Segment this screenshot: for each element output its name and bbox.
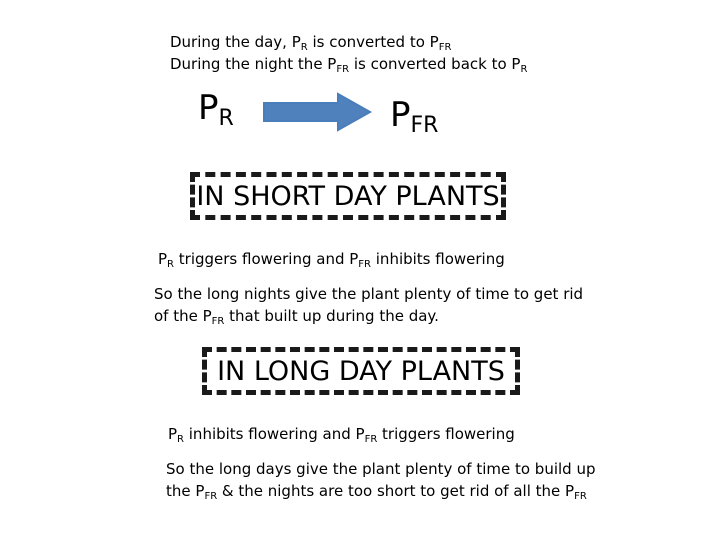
long-day-heading: IN LONG DAY PLANTS (217, 355, 505, 387)
intro-line-day (170, 33, 451, 51)
short-day-explain-1: So the long nights give the plant plenty of time to get rid (154, 285, 584, 303)
intro-day-sub-r: R (300, 42, 308, 53)
ld-effect-text-2: triggers flowering (377, 425, 515, 443)
sd-explain-text: of the P (154, 307, 212, 325)
sd-explain-text-2: that built up during the day. (224, 307, 439, 325)
ld-effect-sub-fr: FR (364, 434, 378, 445)
pr-base: P (198, 88, 219, 128)
pr-sub: R (218, 106, 234, 131)
sd-effect-sub-r: R (167, 259, 174, 270)
ld-effect-text: inhibits flowering and P (184, 425, 365, 443)
sd-explain-sub-fr: FR (211, 316, 225, 327)
sd-effect-text-2: inhibits flowering (371, 250, 505, 268)
intro-day-text: During the day, P (170, 33, 301, 51)
short-day-heading: IN SHORT DAY PLANTS (196, 180, 500, 212)
ld-explain-sub-fr-2: FR (574, 491, 587, 502)
ld-explain-text-2: & the nights are too short to get rid of all the P (217, 482, 575, 500)
intro-day-sub-fr: FR (438, 42, 452, 53)
sd-effect-p: P (158, 250, 168, 268)
ld-effect-sub-r: R (177, 434, 184, 445)
short-day-effect (158, 250, 505, 268)
short-day-heading-box (190, 172, 506, 220)
intro-line-night (170, 55, 527, 73)
pfr-label (390, 95, 439, 138)
intro-day-text-2: is converted to P (307, 33, 439, 51)
short-day-explain-2 (154, 307, 439, 325)
ld-explain-text: the P (166, 482, 205, 500)
pfr-sub: FR (410, 113, 439, 138)
ld-explain-sub-fr: FR (204, 491, 218, 502)
sd-effect-text: triggers flowering and P (174, 250, 359, 268)
ld-effect-p: P (168, 425, 178, 443)
long-day-effect (168, 425, 515, 443)
long-day-heading-box (202, 347, 520, 395)
long-day-explain-1: So the long days give the plant plenty of time to build up (166, 460, 596, 478)
conversion-arrow-icon (262, 92, 374, 132)
sd-effect-sub-fr: FR (358, 259, 371, 270)
intro-night-text: During the night the P (170, 55, 337, 73)
intro-night-sub-fr: FR (336, 64, 350, 75)
pfr-base: P (390, 95, 411, 135)
pr-label (198, 88, 234, 131)
intro-night-text-2: is converted back to P (349, 55, 521, 73)
long-day-explain-2 (166, 482, 587, 500)
intro-night-sub-r: R (520, 64, 528, 75)
